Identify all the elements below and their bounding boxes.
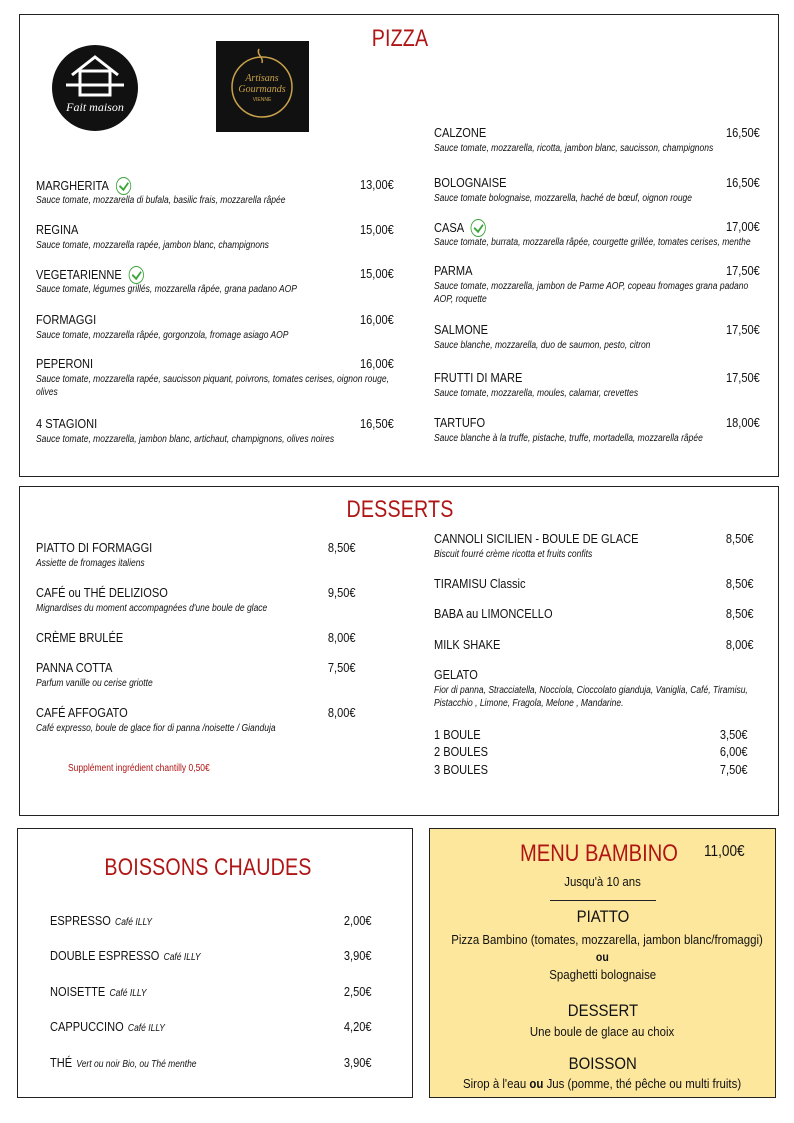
- svg-text:Fait maison: Fait maison: [66, 100, 124, 114]
- piatto-line2: Spaghetti bolognaise: [549, 967, 656, 982]
- gelato-size-price: 3,50€: [720, 727, 748, 742]
- item-name: CANNOLI SICILIEN - BOULE DE GLACE: [434, 531, 639, 546]
- boissons-title: BOISSONS CHAUDES: [104, 854, 312, 881]
- item-name: BOLOGNAISE: [434, 175, 507, 190]
- item-price: 8,50€: [726, 606, 754, 621]
- item-price: 8,00€: [726, 637, 754, 652]
- drink-name: THÉ Vert ou noir Bio, ou Thé menthe: [50, 1055, 197, 1070]
- item-name: VEGETARIENNE: [36, 266, 144, 284]
- drink-name: ESPRESSO Café ILLY: [50, 913, 153, 928]
- item-name: FRUTTI DI MARE: [434, 370, 523, 385]
- drink-name: DOUBLE ESPRESSO Café ILLY: [50, 948, 201, 963]
- item-description: Sauce tomate, mozzarella râpée, gorgonzola, fromage asiago AOP: [36, 330, 289, 341]
- item-description: Café expresso, boule de glace fior di panna /noisette / Gianduja: [36, 723, 276, 734]
- drink-price: 2,00€: [344, 913, 372, 928]
- item-price: 9,50€: [328, 585, 356, 600]
- item-description: Biscuit fourré crème ricotta et fruits confits: [434, 549, 593, 560]
- gelato-size-label: 2 BOULES: [434, 744, 489, 759]
- gelato-name: GELATO: [434, 667, 478, 682]
- artisans-gourmands-logo: [216, 41, 309, 132]
- item-name: BABA au LIMONCELLO: [434, 606, 553, 621]
- item-price: 8,50€: [726, 531, 754, 546]
- menu-bambino-section: MENU BAMBINO 11,00€ Jusqu'à 10 ans PIATTO Pizza Bambino (tomates, mozzarella, jambon blanc/fromaggi) ou Spaghetti bolognaise DESSERT Une boule de glace au choix BOISSON Sirop à l'eau ou Jus (pomme, thé pêche ou multi fruits): [429, 828, 776, 1098]
- svg-text:Artisans: Artisans: [245, 73, 279, 84]
- item-price: 17,00€: [726, 219, 760, 234]
- item-name: REGINA: [36, 222, 79, 237]
- item-name: PANNA COTTA: [36, 660, 113, 675]
- drink-price: 3,90€: [344, 1055, 372, 1070]
- drink-note: Café ILLY: [115, 917, 153, 928]
- boisson-line: Sirop à l'eau ou Jus (pomme, thé pêche ou multi fruits): [463, 1076, 742, 1091]
- item-description: Sauce tomate, légumes grillés, mozzarella râpée, grana padano AOP: [36, 284, 297, 295]
- item-name: FORMAGGI: [36, 312, 97, 327]
- item-name: MARGHERITA: [36, 177, 131, 195]
- item-name: MILK SHAKE: [434, 637, 501, 652]
- item-description: Sauce tomate, mozzarella rapée, jambon blanc, champignons: [36, 240, 269, 251]
- item-description: Sauce blanche à la truffe, pistache, truffe, mortadella, mozzarella râpée: [434, 433, 703, 444]
- svg-text:VIENNE: VIENNE: [252, 97, 272, 103]
- item-description: Sauce tomate, mozzarella rapée, saucisson piquant, poivrons, tomates cerises, oignon rouge, olives: [36, 374, 389, 398]
- drink-note: Café ILLY: [163, 952, 201, 963]
- piatto-title: PIATTO: [576, 907, 629, 926]
- drink-price: 4,20€: [344, 1019, 372, 1034]
- item-price: 16,50€: [360, 416, 394, 431]
- item-description: Sauce tomate, mozzarella, jambon de Parme AOP, copeau fromages grana padano AOP, roquette: [434, 281, 749, 305]
- vegetarian-icon: [471, 219, 486, 237]
- item-price: 17,50€: [726, 370, 760, 385]
- item-price: 15,00€: [360, 222, 394, 237]
- item-name: SALMONE: [434, 322, 489, 337]
- item-description: Sauce tomate, mozzarella di bufala, basilic frais, mozzarella râpée: [36, 195, 286, 206]
- item-price: 8,00€: [328, 630, 356, 645]
- item-price: 7,50€: [328, 660, 356, 675]
- item-description: Sauce tomate, mozzarella, ricotta, jambon blanc, saucisson, champignons: [434, 143, 714, 154]
- drink-price: 2,50€: [344, 984, 372, 999]
- item-name: PARMA: [434, 263, 473, 278]
- item-name: PIATTO DI FORMAGGI: [36, 540, 153, 555]
- gelato-size-price: 7,50€: [720, 762, 748, 777]
- item-price: 8,00€: [328, 705, 356, 720]
- item-description: Assiette de fromages italiens: [36, 558, 145, 569]
- desserts-title: DESSERTS: [346, 496, 454, 523]
- item-price: 16,50€: [726, 175, 760, 190]
- piatto-or: ou: [596, 950, 609, 964]
- item-price: 17,50€: [726, 322, 760, 337]
- item-name: CASA: [434, 219, 486, 237]
- item-name: PEPERONI: [36, 356, 94, 371]
- gelato-size-price: 6,00€: [720, 744, 748, 759]
- dessert-title: DESSERT: [567, 1001, 638, 1020]
- item-price: 16,50€: [726, 125, 760, 140]
- vegetarian-icon: [129, 266, 144, 284]
- item-name: CALZONE: [434, 125, 487, 140]
- item-price: 13,00€: [360, 177, 394, 192]
- fait-maison-logo: [52, 45, 138, 131]
- dessert-line: Une boule de glace au choix: [530, 1024, 675, 1039]
- bambino-divider: [550, 900, 656, 901]
- item-description: Sauce tomate bolognaise, mozzarella, haché de bœuf, oignon rouge: [434, 193, 693, 204]
- piatto-line1: Pizza Bambino (tomates, mozzarella, jambon blanc/fromaggi): [451, 932, 763, 947]
- item-name: TIRAMISU Classic: [434, 576, 526, 591]
- item-description: Sauce tomate, mozzarella, moules, calamar, crevettes: [434, 388, 639, 399]
- svg-text:Gourmands: Gourmands: [238, 84, 286, 95]
- bambino-age: Jusqu'à 10 ans: [564, 874, 641, 889]
- item-description: Mignardises du moment accompagnées d'une boule de glace: [36, 603, 268, 614]
- item-description: Sauce tomate, burrata, mozzarella râpée, courgette grillée, tomates cerises, menthe: [434, 237, 751, 248]
- gelato-size-label: 3 BOULES: [434, 762, 489, 777]
- item-price: 17,50€: [726, 263, 760, 278]
- item-price: 8,50€: [328, 540, 356, 555]
- drink-note: Café ILLY: [127, 1023, 165, 1034]
- item-price: 15,00€: [360, 266, 394, 281]
- item-price: 16,00€: [360, 312, 394, 327]
- desserts-section: DESSERTS PIATTO DI FORMAGGI 8,50€ Assiette de fromages italiens CAFÉ ou THÉ DELIZIOSO 9,50€ Mignardises du moment accompagnées d'une boule de glace CRÈME BRULÉE 8,00€ PANNA COTTA 7,50€ Parfum vanille ou cerise griotte CAFÉ AFFOGATO 8,00€ Café expresso, boule de glace fior di panna /noisette / Gianduja CANNOLI SICILIEN - BOULE DE GLACE 8,50€ Biscuit fourré crème ricotta et fruits confits TIRAMISU Classic 8,50€ BABA au LIMONCELLO 8,50€ MILK SHAKE 8,00€ Supplément ingrédient chantilly 0,50€ GELATO Fior di panna, Stracciatella, Nocciola, Cioccolato gianduja, Vaniglia, Café, Tiramisu, Pistacchio , Limone, Fragola, Melone , Mandarine. 1 BOULE 3,50€ 2 BOULES 6,00€ 3 BOULES 7,50€: [19, 486, 779, 816]
- drink-note: Vert ou noir Bio, ou Thé menthe: [76, 1059, 197, 1070]
- drink-price: 3,90€: [344, 948, 372, 963]
- pizza-title: PIZZA: [371, 25, 429, 52]
- drink-name: CAPPUCCINO Café ILLY: [50, 1019, 165, 1034]
- item-price: 18,00€: [726, 415, 760, 430]
- item-price: 16,00€: [360, 356, 394, 371]
- item-name: CAFÉ AFFOGATO: [36, 705, 128, 720]
- boissons-section: [17, 828, 413, 1098]
- drink-note: Café ILLY: [109, 988, 147, 999]
- item-name: CRÈME BRULÉE: [36, 630, 124, 645]
- gelato-size-label: 1 BOULE: [434, 727, 481, 742]
- drink-name: NOISETTE Café ILLY: [50, 984, 147, 999]
- gelato-description: Fior di panna, Stracciatella, Nocciola, Cioccolato gianduja, Vaniglia, Café, Tiramisu, Pistacchio , Limone, Fragola, Melone , Mandarine.: [434, 685, 748, 709]
- item-price: 8,50€: [726, 576, 754, 591]
- item-name: 4 STAGIONI: [36, 416, 98, 431]
- item-name: TARTUFO: [434, 415, 486, 430]
- pizza-section: [19, 14, 779, 477]
- item-description: Sauce tomate, mozzarella, jambon blanc, artichaut, champignons, olives noires: [36, 434, 335, 445]
- vegetarian-icon: [116, 177, 131, 195]
- item-name: CAFÉ ou THÉ DELIZIOSO: [36, 585, 168, 600]
- boisson-title: BOISSON: [568, 1054, 637, 1073]
- item-description: Sauce blanche, mozzarella, duo de saumon, pesto, citron: [434, 340, 651, 351]
- item-description: Parfum vanille ou cerise griotte: [36, 678, 153, 689]
